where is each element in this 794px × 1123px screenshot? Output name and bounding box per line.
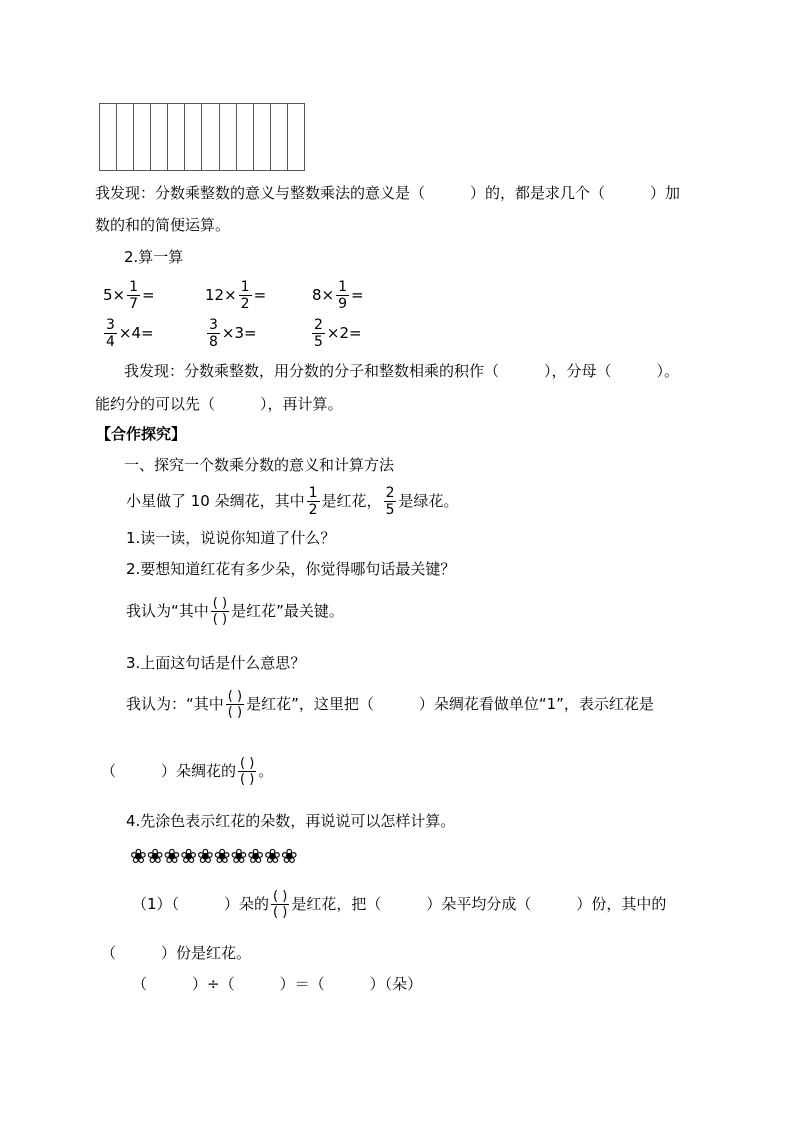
section-calc-title: 2.算一算 xyxy=(124,248,184,266)
equation-5: $\frac{3}{8}$ ×3= xyxy=(209,317,257,350)
grid-column xyxy=(220,104,237,170)
equation-3: 8× $\frac{1}{9}$ = xyxy=(312,279,364,312)
story-line: 小星做了 10 朵绸花，其中 $\frac{1}{2}$ 是红花， $\frac{2}{5}$ 是绿花。 xyxy=(126,485,459,518)
discover-line-2: 数的和的简便运算。 xyxy=(95,216,231,234)
part-1-line-1: （1）（ ）朵的 $\frac{( )}{( )}$ 是红花，把（ ）朵平均分成（ ）份，其中的 xyxy=(132,889,667,920)
grid-column xyxy=(237,104,254,170)
question-4: 4.先涂色表示红花的朵数，再说说可以怎样计算。 xyxy=(126,812,456,830)
grid-column xyxy=(185,104,202,170)
grid-column xyxy=(168,104,185,170)
part-1-line-2: （ ）份是红花。 xyxy=(101,944,252,962)
grid-column xyxy=(151,104,168,170)
question-1: 1.读一读，说说你知道了什么？ xyxy=(126,529,336,547)
equation-6: $\frac{2}{5}$ ×2= xyxy=(314,317,362,350)
flower-row-icon[interactable]: ❀❀❀❀❀❀❀❀❀❀ xyxy=(130,844,298,868)
grid-column xyxy=(100,104,117,170)
answer-3-line-1: 我认为：“其中 $\frac{( )}{( )}$ 是红花”，这里把（ ）朵绸花看做单位“1”，表示红花是 xyxy=(126,689,654,720)
discover-line-1: 我发现：分数乘整数的意义与整数乘法的意义是（ ）的，都是求几个（ ）加 xyxy=(95,184,681,202)
answer-2: 我认为“其中 $\frac{( )}{( )}$ 是红花”最关键。 xyxy=(126,596,344,627)
grid-column xyxy=(254,104,271,170)
equation-1: 5× $\frac{1}{7}$ = xyxy=(103,279,155,312)
coop-topic: 一、探究一个数乘分数的意义和计算方法 xyxy=(124,456,395,474)
grid-column xyxy=(134,104,151,170)
grid-column xyxy=(202,104,219,170)
answer-3-line-2: （ ）朵绸花的 $\frac{( )}{( )}$ 。 xyxy=(101,756,274,787)
question-3: 3.上面这句话是什么意思？ xyxy=(126,654,306,672)
part-1-calculation: （ ）÷（ ）＝（ ）（朵） xyxy=(132,975,423,993)
grid-column xyxy=(288,104,304,170)
grid-column xyxy=(271,104,288,170)
grid-rectangle xyxy=(99,103,305,171)
equation-2: 12× $\frac{1}{2}$ = xyxy=(205,279,267,312)
coop-heading: 【合作探究】 xyxy=(96,425,187,443)
discover2-line-2: 能约分的可以先（ ），再计算。 xyxy=(95,395,343,413)
grid-column xyxy=(117,104,134,170)
question-2: 2.要想知道红花有多少朵，你觉得哪句话最关键？ xyxy=(126,560,456,578)
equation-4: $\frac{3}{4}$ ×4= xyxy=(106,317,154,350)
discover2-line-1: 我发现：分数乘整数，用分数的分子和整数相乘的积作（ ），分母（ ）。 xyxy=(124,362,680,380)
